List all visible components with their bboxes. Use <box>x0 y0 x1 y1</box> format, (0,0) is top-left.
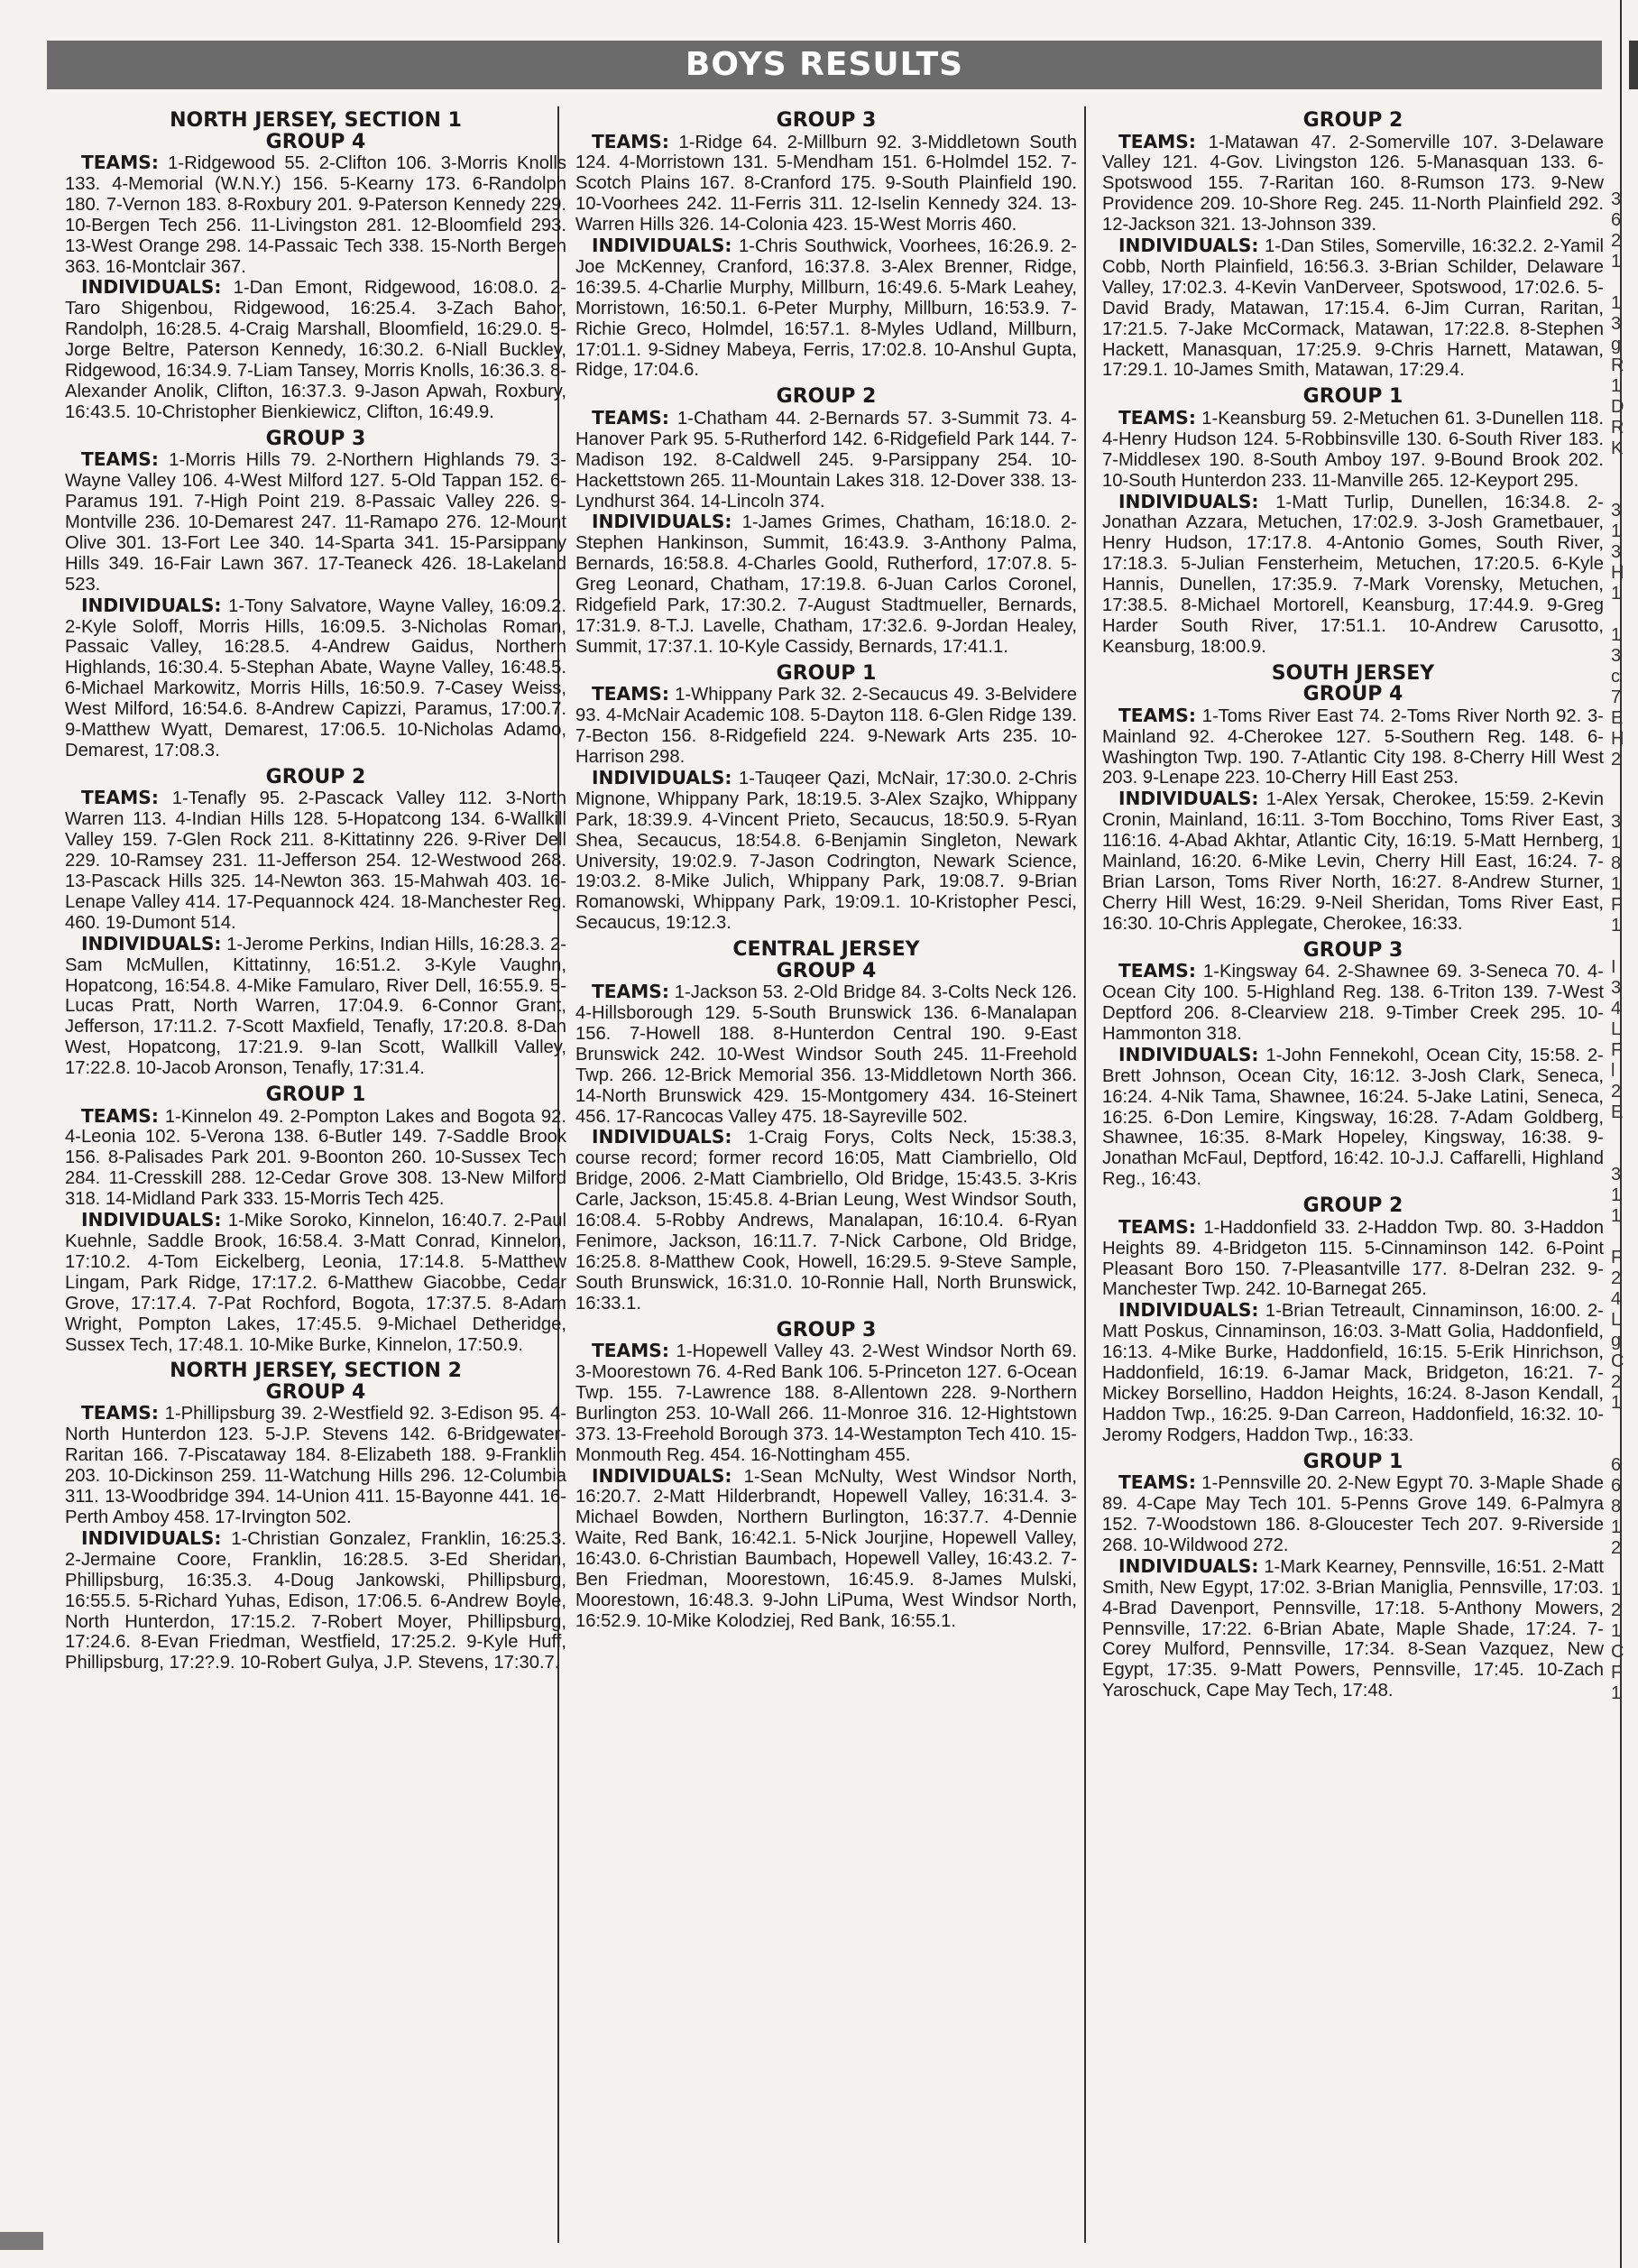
teams-results <box>1102 1472 1604 1556</box>
edge-fragment: 3 <box>1611 646 1622 666</box>
adjacent-page-fragment <box>1611 189 1625 2232</box>
teams-results <box>575 982 1077 1127</box>
section-heading: GROUP 2 <box>1302 1194 1403 1218</box>
teams-text: 1-Phillipsburg 39. 2-Westfield 92. 3-Edison 95. 4-North Hunterdon 123. 5-J.P. Stevens 142. 6-Bridgewater-Raritan 166. 7-Piscataway 184. 8-Elizabeth 188. 9-Franklin 203. 10-Dickinson 259. 11-Watchung Hills 296. 12-Columbia 311. 13-Woodbridge 394. 14-Union 411. 15-Bayonne 441. 16-Perth Amboy 458. 17-Irvington 502. <box>65 1404 566 1527</box>
individuals-label: INDIVIDUALS: <box>592 1464 732 1487</box>
section-heading: GROUP 3 <box>1302 938 1403 962</box>
section-heading: GROUP 1 <box>265 1083 366 1107</box>
teams-results <box>65 1106 566 1211</box>
edge-fragment: H <box>1611 563 1624 583</box>
edge-fragment: 3 <box>1611 501 1622 521</box>
edge-fragment: F <box>1611 895 1623 915</box>
individuals-label: INDIVIDUALS: <box>81 276 222 299</box>
edge-fragment: C <box>1611 1642 1624 1662</box>
edge-fragment: 2 <box>1611 750 1622 770</box>
teams-text: 1-Kingsway 64. 2-Shawnee 69. 3-Seneca 70. 4-Ocean City 100. 5-Highland Reg. 138. 6-Triton 139. 7-West Deptford 206. 8-Clearview 218. 9-Timber Creek 295. 10-Hammonton 318. <box>1102 962 1604 1044</box>
individuals-text: 1-Jerome Perkins, Indian Hills, 16:28.3. 2-Sam McMullen, Kittatinny, 16:51.2. 3-Kyle Vaughn, Hopatcong, 16:54.8. 4-Mike Famularo, River Dell, 16:55.9. 5-Lucas Pratt, North Warren, 17:04.9. 6-Connor Grant, Jefferson, 17:11.2. 7-Scott Maxfield, Tenafly, 17:20.8. 8-Dan West, Hopatcong, 17:21.9. 9-Ian Scott, Wallkill Valley, 17:22.8. 10-Jacob Aronson, Tenafly, 17:31.4. <box>65 934 566 1079</box>
individuals-label: INDIVIDUALS: <box>81 594 222 616</box>
section-heading: GROUP 4 <box>265 1380 366 1404</box>
edge-fragment <box>1611 604 1625 625</box>
section-heading: GROUP 1 <box>776 661 877 685</box>
individuals-text: 1-Tony Salvatore, Wayne Valley, 16:09.2. 2-Kyle Soloff, Morris Hills, 16:09.5. 3-Nicholas Roman, Passaic Valley, 16:28.5. 4-Andrew Gaidus, Northern Highlands, 16:30.4. 5-Stephan Abate, Wayne Valley, 16:48.5. 6-Michael Markowitz, Morris Hills, 16:50.9. 7-Casey Weiss, West Milford, 16:54.6. 8-Andrew Capizzi, Paramus, 17:00.7. 9-Matthew Wyatt, Demarest, 17:06.5. 10-Nicholas Adamo, Demarest, 17:08.3. <box>65 595 566 761</box>
individuals-label: INDIVIDUALS: <box>81 1209 222 1231</box>
next-page-edge-bar <box>1629 41 1638 89</box>
individuals-label: INDIVIDUALS: <box>592 511 732 533</box>
section-heading: GROUP 3 <box>776 1318 877 1341</box>
individuals-label: INDIVIDUALS: <box>1118 1299 1259 1322</box>
column-rule-2 <box>1084 106 1086 2243</box>
edge-fragment: 1 <box>1611 1683 1622 1703</box>
individuals-text: 1-Dan Stiles, Somerville, 16:32.2. 2-Yamil Cobb, North Plainfield, 16:56.3. 3-Brian Schilder, Delaware Valley, 17:02.3. 4-Kevin VanDerveer, Spotswood, 17:02.6. 5-David Brady, Matawan, 17:15.4. 6-Jim Curran, Raritan, 17:21.5. 7-Jake McCormack, Matawan, 17:22.8. 8-Stephen Hackett, Manasquan, 17:25.9. 9-Chris Harnett, Matawan, 17:29.1. 10-James Smith, Matawan, 17:29.4. <box>1102 236 1604 381</box>
edge-fragment: 2 <box>1611 1600 1622 1620</box>
teams-results <box>65 449 566 595</box>
results-column-1 <box>65 110 566 2250</box>
edge-fragment: 1 <box>1611 293 1622 313</box>
edge-fragment <box>1611 1227 1625 1248</box>
teams-results <box>65 788 566 933</box>
edge-fragment <box>1611 936 1625 957</box>
edge-fragment: 6 <box>1611 210 1622 230</box>
section-heading: GROUP 1 <box>1302 385 1403 409</box>
individuals-label: INDIVIDUALS: <box>81 1526 222 1549</box>
corner-mark <box>0 2232 43 2250</box>
teams-label: TEAMS: <box>1118 960 1196 982</box>
edge-fragment: 3 <box>1611 542 1622 562</box>
individuals-text: 1-Mark Kearney, Pennsville, 16:51. 2-Matt Smith, New Egypt, 17:02. 3-Brian Maniglia, Pennsville, 17:03. 4-Brad Davenport, Pennsville, 17:18. 5-Anthony Mowers, Pennsville, 17:22. 6-Brian Abate, Maple Shade, 17:24. 7-Corey Mulford, Pennsville, 17:34. 8-Sean Vazquez, New Egypt, 17:35. 9-Matt Powers, Pennsville, 17:45. 10-Zach Yaroschuck, Cape May Tech, 17:48. <box>1102 1556 1604 1701</box>
edge-fragment <box>1611 1434 1625 1455</box>
section-heading: GROUP 4 <box>265 130 366 153</box>
edge-fragment: F <box>1611 1663 1623 1683</box>
teams-results <box>1102 961 1604 1045</box>
individuals-text: 1-Brian Tetreault, Cinnaminson, 16:00. 2-Matt Poskus, Cinnaminson, 16:03. 3-Matt Golia, Haddonfield, 16:13. 4-Mike Burke, Haddonfield, 16:15. 5-Erik Hinrichson, Haddonfield, 16:19. 6-Jamar Mack, Bridgeton, 16:21. 7-Mickey Borsellino, Haddon Heights, 16:24. 8-Jason Kendall, Haddon Twp., 16:25. 9-Dan Carreon, Haddonfield, 16:32. 10-Jeromy Rodgers, Haddon Twp., 16:33. <box>1102 1301 1604 1445</box>
edge-fragment: E <box>1611 1102 1624 1122</box>
edge-fragment: 1 <box>1611 252 1622 272</box>
edge-fragment <box>1611 1144 1625 1165</box>
edge-fragment: L <box>1611 1310 1622 1330</box>
individuals-results <box>1102 1556 1604 1701</box>
edge-fragment: 3 <box>1611 189 1622 209</box>
edge-fragment <box>1611 1123 1625 1144</box>
individuals-text: 1-John Fennekohl, Ocean City, 15:58. 2-Brett Johnson, Ocean City, 16:12. 3-Josh Clark, Seneca, 16:24. 4-Nik Tama, Shawnee, 16:24. 5-Jake Latini, Seneca, 16:25. 6-Don Lemire, Kingsway, 16:28. 7-Adam Goldberg, Shawnee, 16:35. 8-Mark Hopeley, Kingsway, 16:38. 9-Jonathan McFaul, Deptford, 16:42. 10-J.J. Caffarelli, Highland Reg., 16:43. <box>1102 1045 1604 1190</box>
section-heading: NORTH JERSEY, SECTION 2 <box>170 1360 462 1383</box>
teams-results <box>65 1403 566 1527</box>
section-heading: GROUP 3 <box>776 110 877 132</box>
teams-label: TEAMS: <box>592 1340 669 1362</box>
section-heading: GROUP 3 <box>265 427 366 450</box>
edge-fragment: 4 <box>1611 999 1622 1019</box>
teams-results <box>1102 1217 1604 1301</box>
edge-fragment: K <box>1611 438 1624 458</box>
edge-fragment: D <box>1611 397 1624 417</box>
teams-label: TEAMS: <box>81 787 159 809</box>
edge-fragment: F <box>1611 1040 1623 1060</box>
section-heading: GROUP 1 <box>1302 1450 1403 1473</box>
section-heading: GROUP 2 <box>265 765 366 788</box>
section-heading: GROUP 4 <box>776 959 877 982</box>
teams-label: TEAMS: <box>81 1104 159 1127</box>
edge-fragment <box>1611 480 1625 501</box>
section-heading: GROUP 2 <box>776 385 877 409</box>
edge-fragment: 1 <box>1611 584 1622 604</box>
edge-fragment: 1 <box>1611 1517 1622 1537</box>
teams-label: TEAMS: <box>592 406 669 429</box>
teams-text: 1-Ridge 64. 2-Millburn 92. 3-Middletown South 124. 4-Morristown 131. 5-Mendham 151. 6-Holmdel 152. 7-Scotch Plains 167. 8-Cranford 175. 9-South Plainfield 190. 10-Voorhees 242. 11-Ferris 311. 12-Iselin Kennedy 324. 13-Warren Hills 326. 14-Colonia 423. 15-West Morris 460. <box>575 132 1077 235</box>
individuals-text: 1-Alex Yersak, Cherokee, 15:59. 2-Kevin Cronin, Mainland, 16:11. 3-Tom Bocchino, Toms River East, 116:16. 4-Abad Akhtar, Atlantic City, 16:19. 5-Matt Hernberg, Mainland, 16:20. 6-Mike Levin, Cherry Hill East, 16:24. 7-Brian Larson, Toms River North, 16:27. 8-Andrew Sturner, Cherry Hill West, 16:29. 9-Neil Sheridan, Toms River East, 16:30. 10-Chris Applegate, Cherokee, 16:33. <box>1102 789 1604 934</box>
individuals-text: 1-Mike Soroko, Kinnelon, 16:40.7. 2-Paul Kuehnle, Saddle Brook, 16:58.4. 3-Matt Conrad, Kinnelon, 17:10.2. 4-Tom Eickelberg, Leonia, 17:14.8. 5-Matthew Lingam, Park Ridge, 17:17.2. 6-Matthew Giacobbe, Cedar Grove, 17:17.4. 7-Pat Rochford, Bogota, 17:37.5. 8-Adam Wright, Pompton Lakes, 17:45.5. 9-Michael Detheridge, Sussex Tech, 17:48.1. 10-Mike Burke, Kinnelon, 17:50.9. <box>65 1211 566 1355</box>
individuals-label: INDIVIDUALS: <box>592 766 732 788</box>
teams-text: 1-Pennsville 20. 2-New Egypt 70. 3-Maple Shade 89. 4-Cape May Tech 101. 5-Penns Grove 149. 6-Palmyra 152. 7-Woodstown 186. 8-Gloucester Tech 207. 9-Riverside 268. 10-Wildwood 272. <box>1102 1473 1604 1555</box>
edge-fragment: g <box>1611 1331 1622 1351</box>
edge-fragment: c <box>1611 667 1620 687</box>
individuals-text: 1-Matt Turlip, Dunellen, 16:34.8. 2-Jonathan Azzara, Metuchen, 17:02.9. 3-Josh Grametbauer, Henry Hudson, 17:17.8. 4-Antonio Gomes, South River, 17:18.3. 5-Julian Fensterheim, Metuchen, 17:20.5. 6-Kyle Hannis, Dunellen, 17:35.9. 7-Mark Vorensky, Metuchen, 17:38.5. 8-Michael Mortorell, Keansburg, 17:44.9. 9-Greg Harder South River, 17:51.1. 10-Andrew Carusotto, Keansburg, 18:00.9. <box>1102 492 1604 657</box>
edge-fragment: 1 <box>1611 1580 1622 1600</box>
teams-label: TEAMS: <box>592 130 669 152</box>
teams-results <box>1102 408 1604 492</box>
individuals-label: INDIVIDUALS: <box>1118 490 1259 512</box>
edge-fragment: 4 <box>1611 1289 1622 1309</box>
individuals-label: INDIVIDUALS: <box>592 235 732 257</box>
edge-fragment <box>1611 770 1625 791</box>
section-heading: GROUP 4 <box>1302 683 1403 706</box>
teams-text: 1-Chatham 44. 2-Bernards 57. 3-Summit 73. 4-Hanover Park 95. 5-Rutherford 142. 6-Ridgefield Park 144. 7-Madison 192. 8-Caldwell 245. 9-Parsippany 254. 10-Hackettstown 265. 11-Mountain Lakes 318. 12-Dover 338. 13-Lyndhurst 364. 14-Lincoln 374. <box>575 408 1077 512</box>
edge-fragment: 3 <box>1611 812 1622 832</box>
teams-text: 1-Whippany Park 32. 2-Secaucus 49. 3-Belvidere 93. 4-McNair Academic 108. 5-Dayton 118. 6-Glen Ridge 139. 7-Becton 156. 8-Ridgefield 224. 9-Newark Arts 235. 10-Harrison 298. <box>575 685 1077 767</box>
edge-fragment <box>1611 272 1625 293</box>
teams-label: TEAMS: <box>81 448 159 471</box>
individuals-text: 1-Chris Southwick, Voorhees, 16:26.9. 2-Joe McKenney, Cranford, 16:37.8. 3-Alex Brenner, Ridge, 16:39.5. 4-Charlie Murphy, Millburn, 16:49.6. 5-Mark Leahey, Morristown, 16:50.1. 6-Peter Murphy, Millburn, 16:53.9. 7-Richie Greco, Holmdel, 16:57.1. 8-Myles Udland, Millburn, 17:01.1. 9-Sidney Mabeya, Ferris, 17:02.8. 10-Anshul Gupta, Ridge, 17:04.6. <box>575 236 1077 381</box>
teams-label: TEAMS: <box>1118 1471 1196 1494</box>
boys-results-banner: BOYS RESULTS <box>47 41 1602 89</box>
edge-fragment: 2 <box>1611 1082 1622 1102</box>
edge-fragment: 3 <box>1611 314 1622 334</box>
edge-fragment <box>1611 459 1625 480</box>
edge-fragment <box>1611 1559 1625 1580</box>
edge-fragment: 1 <box>1611 874 1622 894</box>
individuals-results <box>65 1210 566 1355</box>
edge-fragment: 6 <box>1611 1455 1622 1475</box>
individuals-label: INDIVIDUALS: <box>1118 1554 1259 1577</box>
individuals-results <box>1102 1045 1604 1190</box>
individuals-results <box>1102 1300 1604 1445</box>
section-heading: SOUTH JERSEY <box>1271 661 1435 685</box>
edge-fragment: 1 <box>1611 1621 1622 1641</box>
edge-fragment: 1 <box>1611 625 1622 645</box>
teams-results <box>575 1341 1077 1465</box>
edge-fragment: 1 <box>1611 833 1622 853</box>
edge-fragment: 8 <box>1611 853 1622 873</box>
edge-fragment: 1 <box>1611 1206 1622 1226</box>
individuals-results <box>575 235 1077 381</box>
teams-text: 1-Hopewell Valley 43. 2-West Windsor North 69. 3-Moorestown 76. 4-Red Bank 106. 5-Princeton 127. 6-Ocean Twp. 155. 7-Lawrence 188. 8-Allentown 228. 9-Northern Burlington 253. 10-Wall 266. 11-Monroe 316. 12-Hightstown 373. 13-Freehold Borough 373. 14-Westampton Tech 410. 15-Monmouth Reg. 454. 16-Nottingham 455. <box>575 1341 1077 1465</box>
section-heading: NORTH JERSEY, SECTION 1 <box>170 110 462 132</box>
edge-fragment: 1 <box>1611 521 1622 541</box>
individuals-text: 1-Sean McNulty, West Windsor North, 16:20.7. 2-Matt Hilderbrandt, Hopewell Valley, 16:31.4. 3-Michael Bowden, Northern Burlington, 16:37.7. 4-Dennie Waite, Red Bank, 16:42.1. 5-Nick Jourjine, Hopewell Valley, 16:43.0. 6-Christian Baumbach, Hopewell Valley, 16:43.2. 7-Ben Friedman, Moorestown, 16:45.9. 8-James Mulski, Moorestown, 16:48.3. 9-John LiPuma, West Windsor North, 16:52.9. 10-Mike Kolodziej, Red Bank, 16:55.1. <box>575 1466 1077 1631</box>
teams-text: 1-Jackson 53. 2-Old Bridge 84. 3-Colts Neck 126. 4-Hillsborough 129. 5-South Brunswick 136. 6-Manalapan 156. 7-Howell 188. 8-Hunterdon Central 190. 9-East Brunswick 242. 10-West Windsor South 245. 11-Freehold Twp. 266. 12-Brick Memorial 356. 13-Middletown North 366. 14-North Brunswick 429. 15-Montgomery 434. 16-Steinert 456. 17-Rancocas Valley 475. 18-Sayreville 502. <box>575 982 1077 1127</box>
individuals-results <box>575 768 1077 934</box>
edge-fragment: 8 <box>1611 1497 1622 1517</box>
edge-fragment: 3 <box>1611 1165 1622 1185</box>
edge-fragment: 6 <box>1611 1476 1622 1496</box>
section-heading: GROUP 2 <box>1302 110 1403 132</box>
section-heading: CENTRAL JERSEY <box>732 938 920 962</box>
teams-label: TEAMS: <box>81 152 159 173</box>
edge-fragment <box>1611 1414 1625 1434</box>
results-column-2 <box>575 110 1077 2250</box>
edge-fragment: 2 <box>1611 1372 1622 1392</box>
teams-results <box>575 684 1077 768</box>
edge-fragment: 2 <box>1611 231 1622 251</box>
teams-text: 1-Morris Hills 79. 2-Northern Highlands 79. 3-Wayne Valley 106. 4-West Milford 127. 5-Old Tappan 152. 6-Paramus 191. 7-High Point 219. 8-Passaic Valley 226. 9-Montville 236. 10-Demarest 247. 11-Ramapo 276. 12-Mount Olive 301. 13-Fort Lee 340. 14-Sparta 341. 15-Parsippany Hills 349. 16-Fair Lawn 367. 17-Teaneck 426. 18-Lakeland 523. <box>65 450 566 595</box>
edge-fragment: 2 <box>1611 1268 1622 1288</box>
individuals-label: INDIVIDUALS: <box>81 932 222 954</box>
teams-text: 1-Haddonfield 33. 2-Haddon Twp. 80. 3-Haddon Heights 89. 4-Bridgeton 115. 5-Cinnaminson 142. 6-Point Pleasant Boro 150. 7-Pleasantville 177. 8-Delran 232. 9-Manchester Twp. 242. 10-Barnegat 265. <box>1102 1217 1604 1300</box>
individuals-results <box>65 1528 566 1673</box>
individuals-results <box>65 934 566 1079</box>
individuals-label: INDIVIDUALS: <box>1118 235 1259 257</box>
results-column-3 <box>1102 110 1604 2250</box>
edge-fragment: 1 <box>1611 1393 1622 1413</box>
teams-label: TEAMS: <box>81 1402 159 1424</box>
teams-text: 1-Matawan 47. 2-Somerville 107. 3-Delaware Valley 121. 4-Gov. Livingston 126. 5-Manasquan 133. 6-Spotswood 155. 7-Raritan 160. 8-Rumson 173. 9-New Providence 209. 10-Shore Reg. 245. 11-North Plainfield 292. 12-Jackson 321. 13-Johnson 339. <box>1102 132 1604 235</box>
edge-fragment: C <box>1611 1351 1624 1371</box>
teams-label: TEAMS: <box>592 981 669 1003</box>
teams-results <box>1102 132 1604 236</box>
edge-fragment: H <box>1611 729 1624 749</box>
individuals-results <box>1102 788 1604 934</box>
individuals-label: INDIVIDUALS: <box>1118 1043 1259 1065</box>
teams-results <box>575 408 1077 512</box>
individuals-text: 1-Tauqeer Qazi, McNair, 17:30.0. 2-Chris Mignone, Whippany Park, 18:19.5. 3-Alex Szajko, Whippany Park, 18:39.9. 4-Vincent Prieto, Secaucus, 18:50.9. 5-Ryan Shea, Secaucus, 18:54.8. 6-Benjamin Singleton, Newark University, 19:02.9. 7-Jason Codrington, Newark Science, 19:03.2. 8-Mike Julich, Whippany Park, 19:08.7. 9-Brian Romanowski, Whippany Park, 19:09.1. 10-Kristopher Pesci, Secaucus, 19:12.3. <box>575 768 1077 934</box>
teams-results <box>575 132 1077 236</box>
teams-results <box>1102 705 1604 789</box>
teams-label: TEAMS: <box>1118 1215 1196 1238</box>
individuals-results <box>575 1466 1077 1632</box>
edge-fragment: I <box>1611 957 1616 977</box>
edge-fragment: g <box>1611 335 1622 355</box>
edge-fragment: F <box>1611 1248 1623 1268</box>
individuals-results <box>575 1127 1077 1314</box>
edge-fragment <box>1611 791 1625 812</box>
edge-fragment: 7 <box>1611 687 1622 707</box>
edge-fragment: R <box>1611 355 1624 375</box>
teams-text: 1-Tenafly 95. 2-Pascack Valley 112. 3-North Warren 113. 4-Indian Hills 128. 5-Hopatcong 134. 6-Wallkill Valley 159. 7-Glen Rock 211. 8-Kittatinny 226. 9-River Dell 229. 10-Ramsey 231. 11-Jefferson 254. 12-Westwood 268. 13-Pascack Hills 325. 14-Newton 363. 15-Mahwah 403. 16-Lenape Valley 414. 17-Pequannock 424. 18-Manchester Reg. 460. 19-Dumont 514. <box>65 788 566 933</box>
edge-fragment: 1 <box>1611 1185 1622 1205</box>
teams-text: 1-Keansburg 59. 2-Metuchen 61. 3-Dunellen 118. 4-Henry Hudson 124. 5-Robbinsville 130. 6-South River 183. 7-Middlesex 190. 8-South Amboy 197. 9-Bound Brook 202. 10-South Hunterdon 233. 11-Manville 265. 12-Keyport 295. <box>1102 408 1604 491</box>
teams-label: TEAMS: <box>592 683 669 705</box>
edge-fragment: 1 <box>1611 376 1622 396</box>
individuals-text: 1-James Grimes, Chatham, 16:18.0. 2-Stephen Hankinson, Summit, 16:43.9. 3-Anthony Palma, Bernards, 16:58.8. 4-Charles Goold, Rutherford, 17:07.8. 5-Greg Leonard, Chatham, 17:19.8. 6-Juan Carlos Coronel, Ridgefield Park, 17:30.2. 7-August Stadtmueller, Bernards, 17:31.9. 8-T.J. Lavelle, Chatham, 17:32.6. 9-Jordan Healey, Summit, 17:37.1. 10-Kyle Cassidy, Bernards, 17:41.1. <box>575 512 1077 657</box>
teams-text: 1-Kinnelon 49. 2-Pompton Lakes and Bogota 92. 4-Leonia 102. 5-Verona 138. 6-Butler 149. 7-Saddle Brook 156. 8-Palisades Park 201. 9-Boonton 260. 10-Sussex Tech 284. 11-Cresskill 288. 12-Cedar Grove 308. 13-New Milford 318. 14-Midland Park 333. 15-Morris Tech 425. <box>65 1106 566 1210</box>
teams-results <box>65 152 566 277</box>
teams-label: TEAMS: <box>1118 704 1196 726</box>
edge-fragment: 3 <box>1611 978 1622 998</box>
teams-text: 1-Ridgewood 55. 2-Clifton 106. 3-Morris Knolls 133. 4-Memorial (W.N.Y.) 156. 5-Kearny 173. 6-Randolph 180. 7-Vernon 183. 8-Roxbury 201. 9-Paterson Kennedy 229. 10-Bergen Tech 256. 11-Livingston 281. 12-Bloomfield 293. 13-West Orange 298. 14-Passaic Tech 338. 15-North Bergen 363. 16-Montclair 367. <box>65 153 566 277</box>
edge-fragment: 2 <box>1611 1538 1622 1558</box>
individuals-results <box>1102 235 1604 381</box>
individuals-label: INDIVIDUALS: <box>1118 788 1259 810</box>
teams-text: 1-Toms River East 74. 2-Toms River North 92. 3-Mainland 92. 4-Cherokee 127. 5-Southern Reg. 148. 6-Washington Twp. 190. 7-Atlantic City 198. 8-Cherry Hill West 203. 9-Lenape 223. 10-Cherry Hill East 253. <box>1102 705 1604 788</box>
teams-label: TEAMS: <box>1118 406 1196 429</box>
edge-fragment: 1 <box>1611 916 1622 936</box>
individuals-results <box>575 512 1077 657</box>
edge-fragment: l <box>1611 1061 1615 1081</box>
individuals-results <box>1102 492 1604 658</box>
teams-label: TEAMS: <box>1118 130 1196 152</box>
edge-fragment: L <box>1611 1019 1622 1039</box>
individuals-text: 1-Christian Gonzalez, Franklin, 16:25.3. 2-Jermaine Coore, Franklin, 16:28.5. 3-Ed Sheridan, Phillipsburg, 16:35.3. 4-Doug Jankowski, Phillipsburg, 16:55.5. 5-Richard Yuhas, Edison, 17:06.5. 6-Andrew Boyle, North Hunterdon, 17:15.2. 7-Robert Moyer, Phillipsburg, 17:24.6. 8-Evan Friedman, Westfield, 17:25.2. 9-Kyle Huff, Phillipsburg, 17:2?.9. 10-Robert Gulya, J.P. Stevens, 17:30.7. <box>65 1528 566 1673</box>
edge-fragment: E <box>1611 708 1624 728</box>
individuals-text: 1-Dan Emont, Ridgewood, 16:08.0. 2-Taro Shigenbou, Ridgewood, 16:25.4. 3-Zach Bahor, Randolph, 16:28.5. 4-Craig Marshall, Bloomfield, 16:29.0. 5-Jorge Beltre, Paterson Kennedy, 16:30.2. 6-Niall Buckley, Ridgewood, 16:34.9. 7-Liam Tansey, Morris Knolls, 16:36.3. 8-Alexander Anolik, Clifton, 16:37.3. 9-Jason Apwah, Roxbury, 16:43.5. 10-Christopher Bienkiewicz, Clifton, 16:49.9. <box>65 278 566 422</box>
individuals-text: 1-Craig Forys, Colts Neck, 15:38.3, course record; former record 16:05, Matt Ciambriello, Old Bridge, 2006. 2-Matt Ciambriello, Old Bridge, 15:43.5. 3-Kris Carle, Jackson, 15:45.8. 4-Brian Leung, West Windsor South, 16:08.4. 5-Robby Andrews, Manalapan, 16:10.4. 6-Ryan Fenimore, Jackson, 16:11.7. 7-Nick Carbone, Old Bridge, 16:25.8. 8-Matthew Cook, Howell, 16:29.5. 9-Steve Sample, South Brunswick, 16:31.0. 10-Ronnie Hall, North Brunswick, 16:33.1. <box>575 1128 1077 1314</box>
individuals-results <box>65 595 566 761</box>
individuals-label: INDIVIDUALS: <box>592 1126 732 1148</box>
individuals-results <box>65 277 566 422</box>
edge-fragment: R <box>1611 418 1624 438</box>
